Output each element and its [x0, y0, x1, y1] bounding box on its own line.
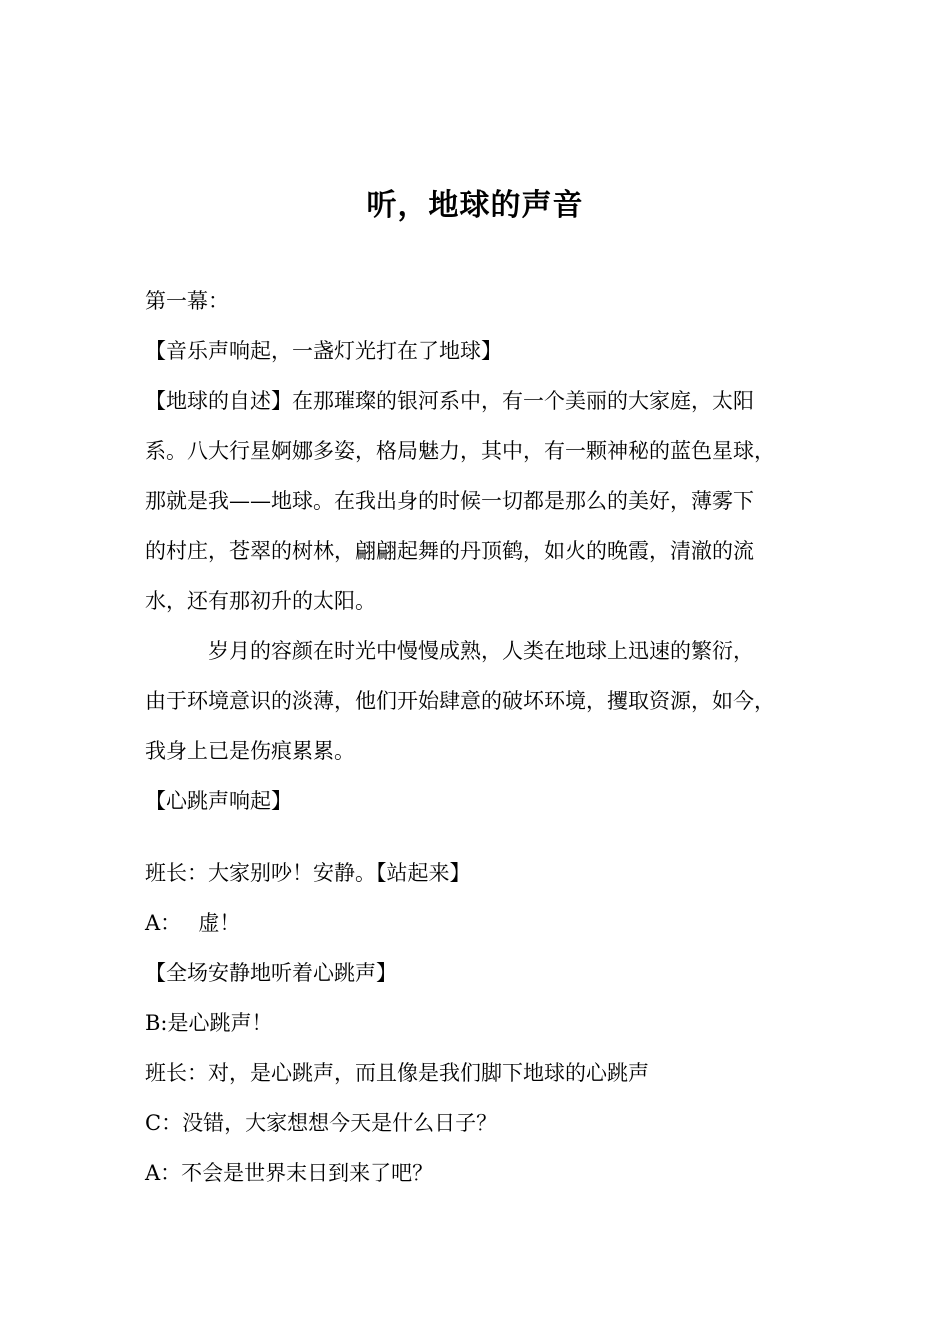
dialogue-line: 班长：对，是心跳声，而且像是我们脚下地球的心跳声	[145, 1061, 649, 1085]
dialogue-block	[145, 848, 825, 1198]
text-line: 系。八大行星婀娜多姿，格局魅力，其中，有一颗神秘的蓝色星球，	[145, 439, 775, 463]
dialogue-line: A： 虚！	[145, 911, 241, 935]
text-line: 的村庄，苍翠的树林，翩翩起舞的丹顶鹤，如火的晚霞，清澈的流	[145, 539, 754, 563]
text-line: 【音乐声响起，一盏灯光打在了地球】	[145, 339, 502, 363]
dialogue-line: 【全场安静地听着心跳声】	[145, 961, 397, 985]
text-line: 【地球的自述】在那璀璨的银河系中，有一个美丽的大家庭，太阳	[145, 389, 754, 413]
text-line: 岁月的容颜在时光中慢慢成熟，人类在地球上迅速的繁衍，	[145, 639, 754, 663]
text-line: 我身上已是伤痕累累。	[145, 739, 355, 763]
text-line: 【心跳声响起】	[145, 789, 292, 813]
text-line: 那就是我——地球。在我出身的时候一切都是那么的美好，薄雾下	[145, 489, 754, 513]
narration-block	[145, 276, 825, 826]
page-title: 听，地球的声音	[366, 188, 584, 223]
text-line: 第一幕：	[145, 289, 229, 313]
dialogue-line: C：没错，大家想想今天是什么日子？	[145, 1111, 498, 1135]
dialogue-line: A：不会是世界末日到来了吧？	[145, 1161, 434, 1185]
text-line: 水，还有那初升的太阳。	[145, 589, 376, 613]
dialogue-line: B:是心跳声！	[145, 1011, 273, 1035]
text-line: 由于环境意识的淡薄，他们开始肆意的破坏环境，攫取资源，如今，	[145, 689, 775, 713]
dialogue-line: 班长：大家别吵！安静。【站起来】	[145, 861, 471, 885]
